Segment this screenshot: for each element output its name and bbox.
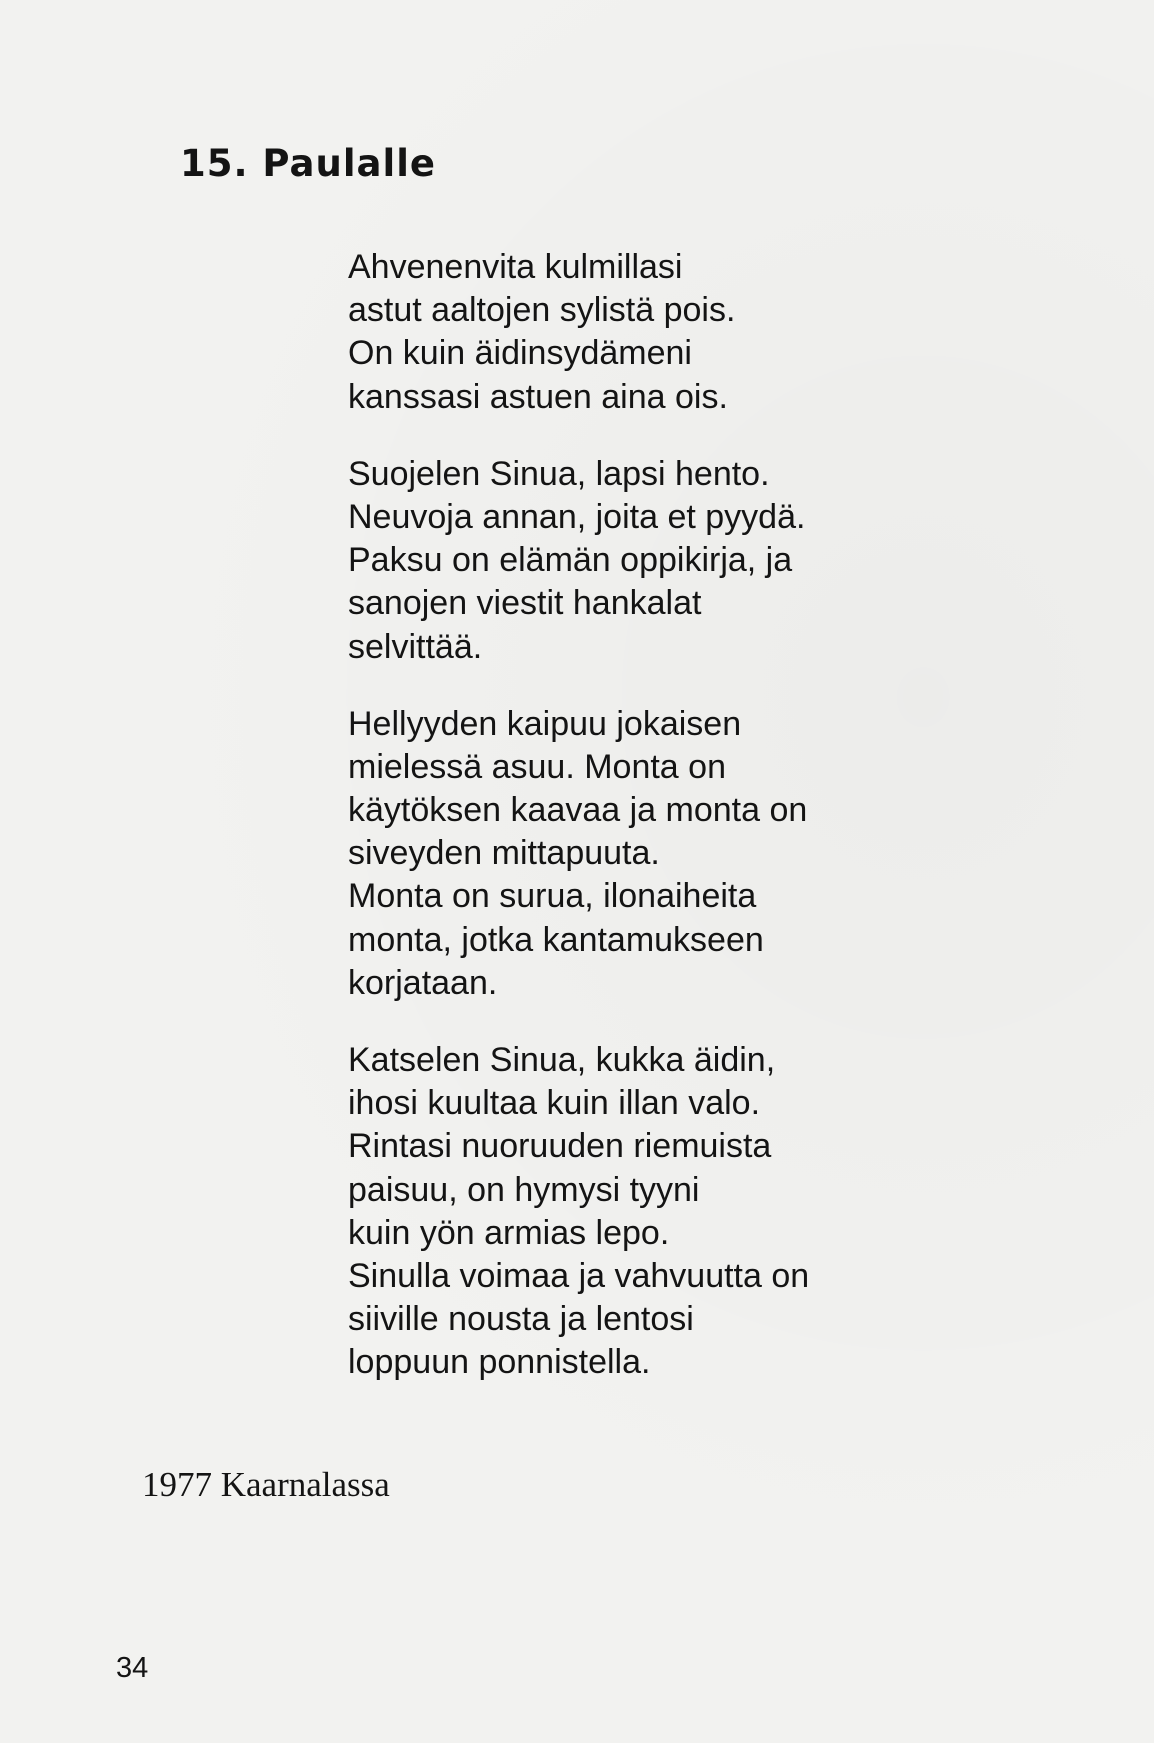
- poem-line: kuin yön armias lepo.: [348, 1213, 670, 1252]
- poem-line: Neuvoja annan, joita et pyydä.: [348, 497, 806, 536]
- stanza-4: [348, 1039, 1048, 1385]
- poem-line: paisuu, on hymysi tyyni: [348, 1170, 700, 1209]
- poem-line: Rintasi nuoruuden riemuista: [348, 1127, 772, 1166]
- page-number: 34: [116, 1652, 149, 1684]
- poem-line: selvittää.: [348, 627, 483, 666]
- poem-line: On kuin äidinsydämeni: [348, 334, 692, 373]
- poem-line: siveyden mittapuuta.: [348, 834, 660, 873]
- poem-line: Suojelen Sinua, lapsi hento.: [348, 454, 770, 493]
- poem-line: siiville nousta ja lentosi: [348, 1300, 694, 1339]
- poem-line: Paksu on elämän oppikirja, ja: [348, 541, 793, 580]
- poem-line: käytöksen kaavaa ja monta on: [348, 791, 808, 830]
- poem-line: Sinulla voimaa ja vahvuutta on: [348, 1256, 810, 1295]
- poem-line: loppuun ponnistella.: [348, 1343, 651, 1382]
- stanza-1: [348, 246, 1048, 419]
- poem-line: Katselen Sinua, kukka äidin,: [348, 1041, 776, 1079]
- stanza-3: [348, 703, 1048, 1005]
- poem-line: korjataan.: [348, 963, 498, 1002]
- poem-line: mielessä asuu. Monta on: [348, 747, 726, 786]
- stanza-2: [348, 453, 1048, 669]
- poem-body: [348, 246, 1048, 1385]
- poem-line: ihosi kuultaa kuin illan valo.: [348, 1084, 761, 1123]
- poem-line: astut aaltojen sylistä pois.: [348, 291, 736, 330]
- poem-line: sanojen viestit hankalat: [348, 584, 702, 623]
- place-date: 1977 Kaarnalassa: [142, 1465, 390, 1504]
- poem-line: Ahvenenvita kulmillasi: [348, 248, 683, 286]
- poem-line: Monta on surua, ilonaiheita: [348, 877, 757, 916]
- poem-line: kanssasi astuen aina ois.: [348, 377, 728, 416]
- poem-line: Hellyyden kaipuu jokaisen: [348, 704, 742, 743]
- poem-title: 15. Paulalle: [180, 142, 436, 185]
- poem-line: monta, jotka kantamukseen: [348, 920, 764, 959]
